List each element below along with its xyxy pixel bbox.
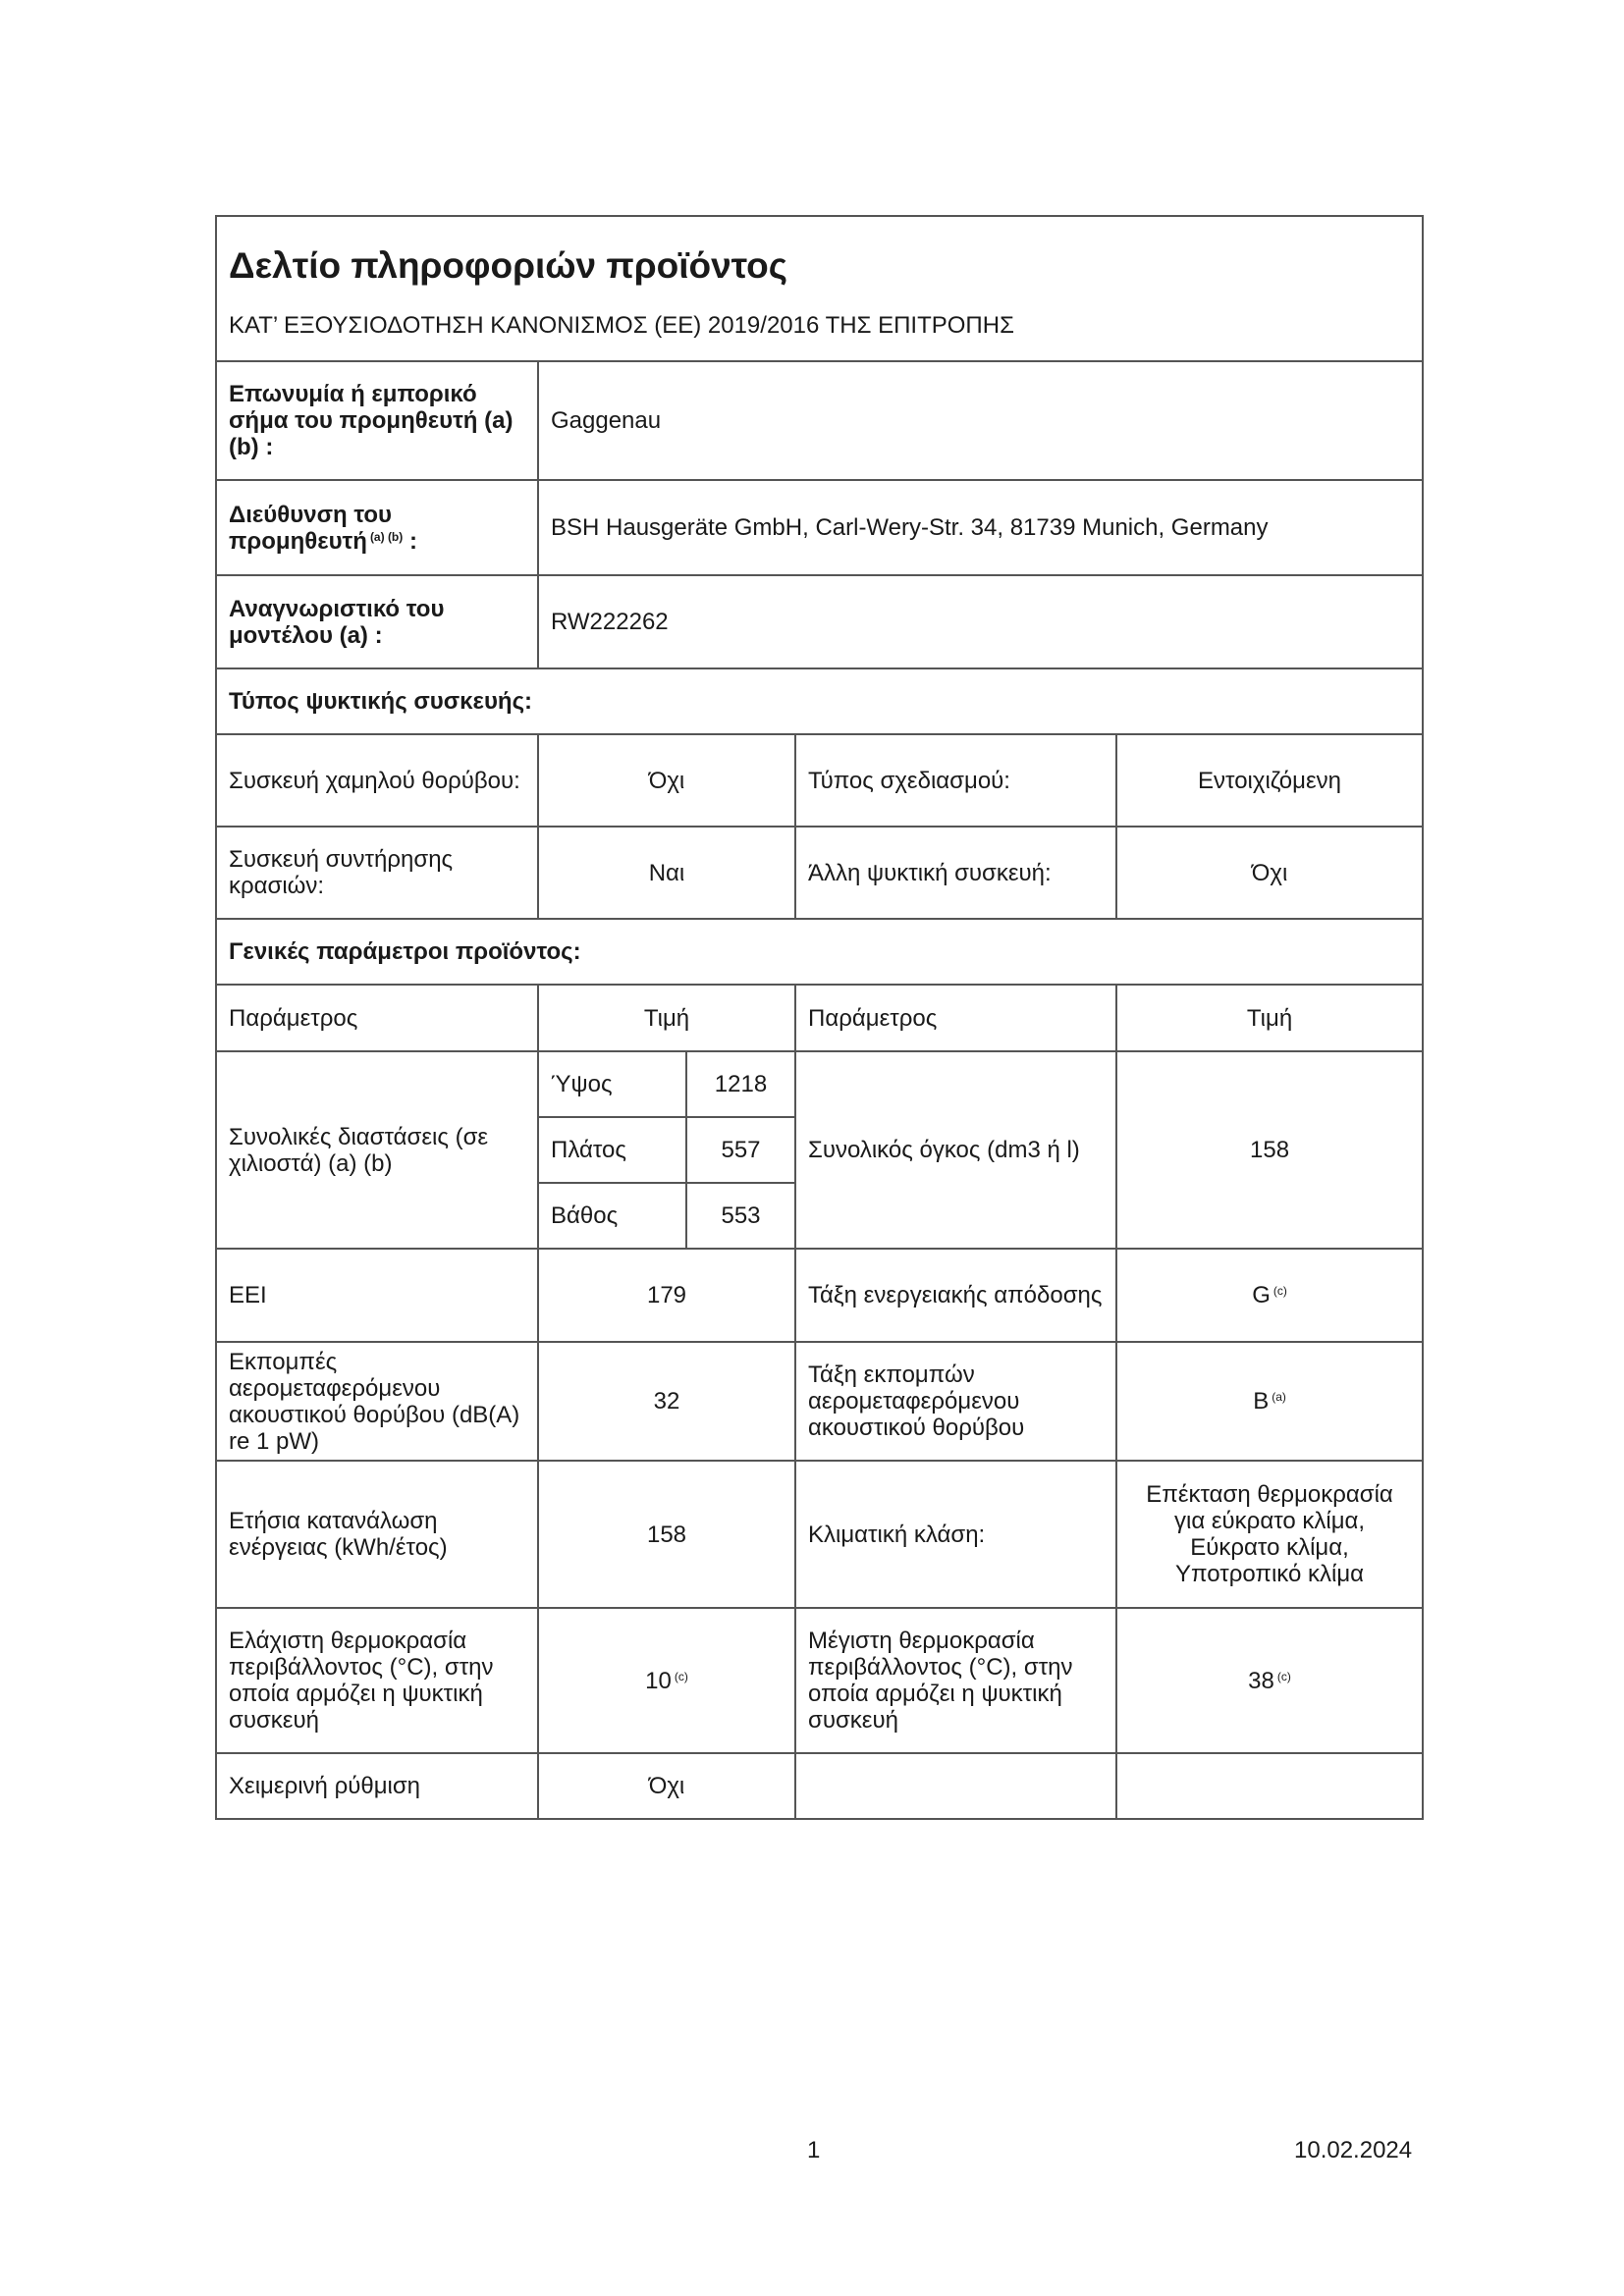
- wine-storage-label: Συσκευή συντήρησης κρασιών:: [216, 827, 538, 919]
- noise-emission-label: Εκπομπές αερομεταφερόμενου ακουστικού θορύβου (dB(A) re 1 pW): [216, 1342, 538, 1461]
- min-ambient-temp-label: Ελάχιστη θερμοκρασία περιβάλλοντος (°C), στην οποία αρμόζει η ψυκτική συσκευή: [216, 1608, 538, 1753]
- eei-label: EEI: [216, 1249, 538, 1342]
- noise-class-label: Τάξη εκπομπών αερομεταφερόμενου ακουστικού θορύβου: [795, 1342, 1116, 1461]
- supplier-address-label: Διεύθυνση του προμηθευτή $^{(a) (b)}$ :: [216, 480, 538, 575]
- product-information-sheet: [215, 215, 1424, 1820]
- design-type-value: Εντοιχιζόμενη: [1116, 734, 1423, 827]
- wine-storage-value: Ναι: [538, 827, 795, 919]
- column-header-parameter: Παράμετρος: [795, 985, 1116, 1051]
- winter-setting-value: Όχι: [538, 1753, 795, 1819]
- climate-class-value: Επέκταση θερμοκρασία για εύκρατο κλίμα, Εύκρατο κλίμα, Υποτροπικό κλίμα: [1116, 1461, 1423, 1608]
- noise-emission-value: 32: [538, 1342, 795, 1461]
- min-ambient-temp-value: 10 $^{(c)}$: [538, 1608, 795, 1753]
- column-header-value: Τιμή: [538, 985, 795, 1051]
- eei-value: 179: [538, 1249, 795, 1342]
- supplier-name-value: Gaggenau: [538, 361, 1423, 480]
- general-parameters-heading: Γενικές παράμετροι προϊόντος:: [216, 919, 1423, 985]
- annual-energy-label: Ετήσια κατανάλωση ενέργειας (kWh/έτος): [216, 1461, 538, 1608]
- document-date: 10.02.2024: [1294, 2137, 1413, 2163]
- depth-label: Βάθος: [538, 1183, 686, 1249]
- appliance-type-heading: Τύπος ψυκτικής συσκευής:: [216, 668, 1423, 734]
- empty-cell: [795, 1753, 1116, 1819]
- other-appliance-value: Όχι: [1116, 827, 1423, 919]
- supplier-name-label: Επωνυμία ή εμπορικό σήμα του προμηθευτή (a) (b) :: [216, 361, 538, 480]
- page-number: 1: [807, 2137, 821, 2163]
- column-header-parameter: Παράμετρος: [216, 985, 538, 1051]
- column-header-value: Τιμή: [1116, 985, 1423, 1051]
- total-volume-value: 158: [1116, 1051, 1423, 1249]
- width-label: Πλάτος: [538, 1117, 686, 1183]
- model-identifier-label: Αναγνωριστικό του μοντέλου (a) :: [216, 575, 538, 668]
- overall-dimensions-label: Συνολικές διαστάσεις (σε χιλιοστά) (a) (b): [216, 1051, 538, 1249]
- noise-class-value: B $^{(a)}$: [1116, 1342, 1423, 1461]
- height-value: 1218: [686, 1051, 795, 1117]
- energy-class-value: G $^{(c)}$: [1116, 1249, 1423, 1342]
- annual-energy-value: 158: [538, 1461, 795, 1608]
- climate-class-label: Κλιματική κλάση:: [795, 1461, 1116, 1608]
- document-title: Δελτίο πληροφοριών προϊόντος: [229, 245, 787, 286]
- model-identifier-value: RW222262: [538, 575, 1423, 668]
- other-appliance-label: Άλλη ψυκτική συσκευή:: [795, 827, 1116, 919]
- empty-cell: [1116, 1753, 1423, 1819]
- title-block: [216, 216, 1423, 361]
- width-value: 557: [686, 1117, 795, 1183]
- energy-class-label: Τάξη ενεργειακής απόδοσης: [795, 1249, 1116, 1342]
- low-noise-label: Συσκευή χαμηλού θορύβου:: [216, 734, 538, 827]
- low-noise-value: Όχι: [538, 734, 795, 827]
- total-volume-label: Συνολικός όγκος (dm3 ή l): [795, 1051, 1116, 1249]
- design-type-label: Τύπος σχεδιασμού:: [795, 734, 1116, 827]
- depth-value: 553: [686, 1183, 795, 1249]
- max-ambient-temp-label: Μέγιστη θερμοκρασία περιβάλλοντος (°C), στην οποία αρμόζει η ψυκτική συσκευή: [795, 1608, 1116, 1753]
- winter-setting-label: Χειμερινή ρύθμιση: [216, 1753, 538, 1819]
- height-label: Ύψος: [538, 1051, 686, 1117]
- max-ambient-temp-value: 38 $^{(c)}$: [1116, 1608, 1423, 1753]
- supplier-address-value: BSH Hausgeräte GmbH, Carl-Wery-Str. 34, 81739 Munich, Germany: [538, 480, 1423, 575]
- regulation-subtitle: ΚΑΤ’ ΕΞΟΥΣΙΟΔΟΤΗΣΗ ΚΑΝΟΝΙΣΜΟΣ (ΕΕ) 2019/2016 ΤΗΣ ΕΠΙΤΡΟΠΗΣ: [229, 312, 1014, 339]
